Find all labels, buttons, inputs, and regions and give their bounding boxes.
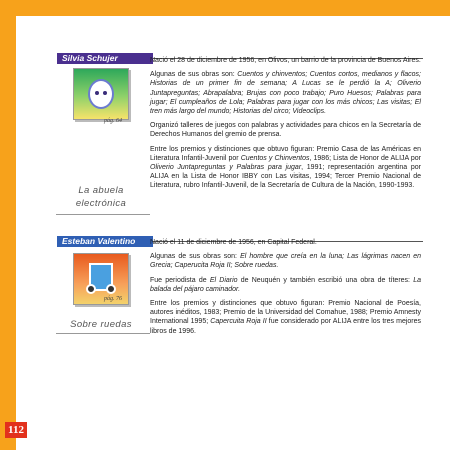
awards-text: , 1991; representación argentina por ALIJA en la Lista de Honor IBBY con Las visitas, 1994; Tercer Premio Nacional de Literatura, rubro Infantil-Juvenil, de la Secretaría de Cultura de la Nación, 1990-1993. xyxy=(150,164,421,190)
bio-paragraph: Nació el 28 de diciembre de 1956, en Olivos, un barrio de la provincia de Buenos Aires. xyxy=(150,57,421,64)
author-bio xyxy=(150,56,421,196)
bio-paragraph xyxy=(150,70,421,116)
bio-text: Fue periodista de xyxy=(150,276,210,284)
bio-text: de Neuquén y también escribió una obra de títeres: xyxy=(237,276,414,284)
book-title xyxy=(56,184,146,210)
author-bio xyxy=(150,238,421,341)
book-title-underline xyxy=(56,333,150,334)
eye-icon xyxy=(103,91,107,95)
bio-paragraph: Organizó talleres de juegos con palabras y actividades para chicos en la Secretaría de Derechos Humanos del gremio de prensa. xyxy=(150,122,421,139)
works-list: Cuentos y chinventos; Cuentos cortos, medianos y flacos; Historias de un primer fin de semana; A Lucas se le perdió la A; Oliverio Juntapreguntas; Abrapalabra; Brujas con poco trabajo; Puro Huesos; Palabras para jugar; El cumpleaños de Lola; Palabras para jugar con los más chicos; Las visitas; El tren más largo del mundo; Historias del circo; Videoclips. xyxy=(150,71,421,116)
character-illustration xyxy=(88,79,114,109)
thumbnail-caption: pág. 76 xyxy=(104,296,122,302)
book-title-line: La abuela xyxy=(78,185,124,196)
bio-paragraph: Nació el 11 de diciembre de 1956, en Capital Federal. xyxy=(150,239,317,246)
book-cover-thumbnail xyxy=(73,68,129,120)
work-title: Oliverio Juntapreguntas y Palabras para jugar xyxy=(150,164,302,172)
thumbnail-caption: pág. 64 xyxy=(104,118,122,124)
wheel-icon xyxy=(86,284,96,294)
awards-text: Entre los premios y distinciones que obtuvo figuran: Premio Casa de las Américas en Literatura Infantil-Juvenil por xyxy=(150,145,421,162)
wheel-icon xyxy=(106,284,116,294)
page-number-badge: 112 xyxy=(5,422,27,438)
work-title: Cuentos y Chinventos xyxy=(240,154,310,162)
works-intro: Algunas de sus obras son: xyxy=(150,253,241,261)
book-title-underline xyxy=(56,214,150,215)
book-title: Sobre ruedas xyxy=(70,319,132,330)
author-name-bar: Silvia Schujer xyxy=(57,53,153,64)
work-title: El Diario xyxy=(209,276,238,284)
awards-paragraph xyxy=(150,299,421,336)
bio-paragraph xyxy=(150,276,421,294)
eye-icon xyxy=(95,91,99,95)
works-list: El hombre que creía en la luna; Las lágrimas nacen en Grecia; Caperucita Roja II; Sobre ruedas. xyxy=(150,253,421,270)
work-title: La balada del pájaro caminador. xyxy=(150,276,421,293)
work-title: Capercuita Roja II xyxy=(210,318,267,326)
works-intro: Algunas de sus obras son: xyxy=(150,71,238,79)
awards-text: , 1986; Lista de Honor de ALIJA por xyxy=(309,154,421,162)
awards-text: fue considerado por ALIJA entre los tres mejores libros de 1996. xyxy=(150,318,422,335)
bio-paragraph xyxy=(150,252,421,270)
book-title-line: electrónica xyxy=(75,198,127,209)
author-name-bar: Esteban Valentino xyxy=(57,236,153,247)
awards-text: Entre los premios y distinciones que obtuvo figuran: Premio Nacional de Poesía, autores inéditos, 1983; Premio de la Universidad del Comahue, 1988; Premio Amnesty International 1995; xyxy=(150,300,421,326)
awards-paragraph xyxy=(150,145,421,191)
